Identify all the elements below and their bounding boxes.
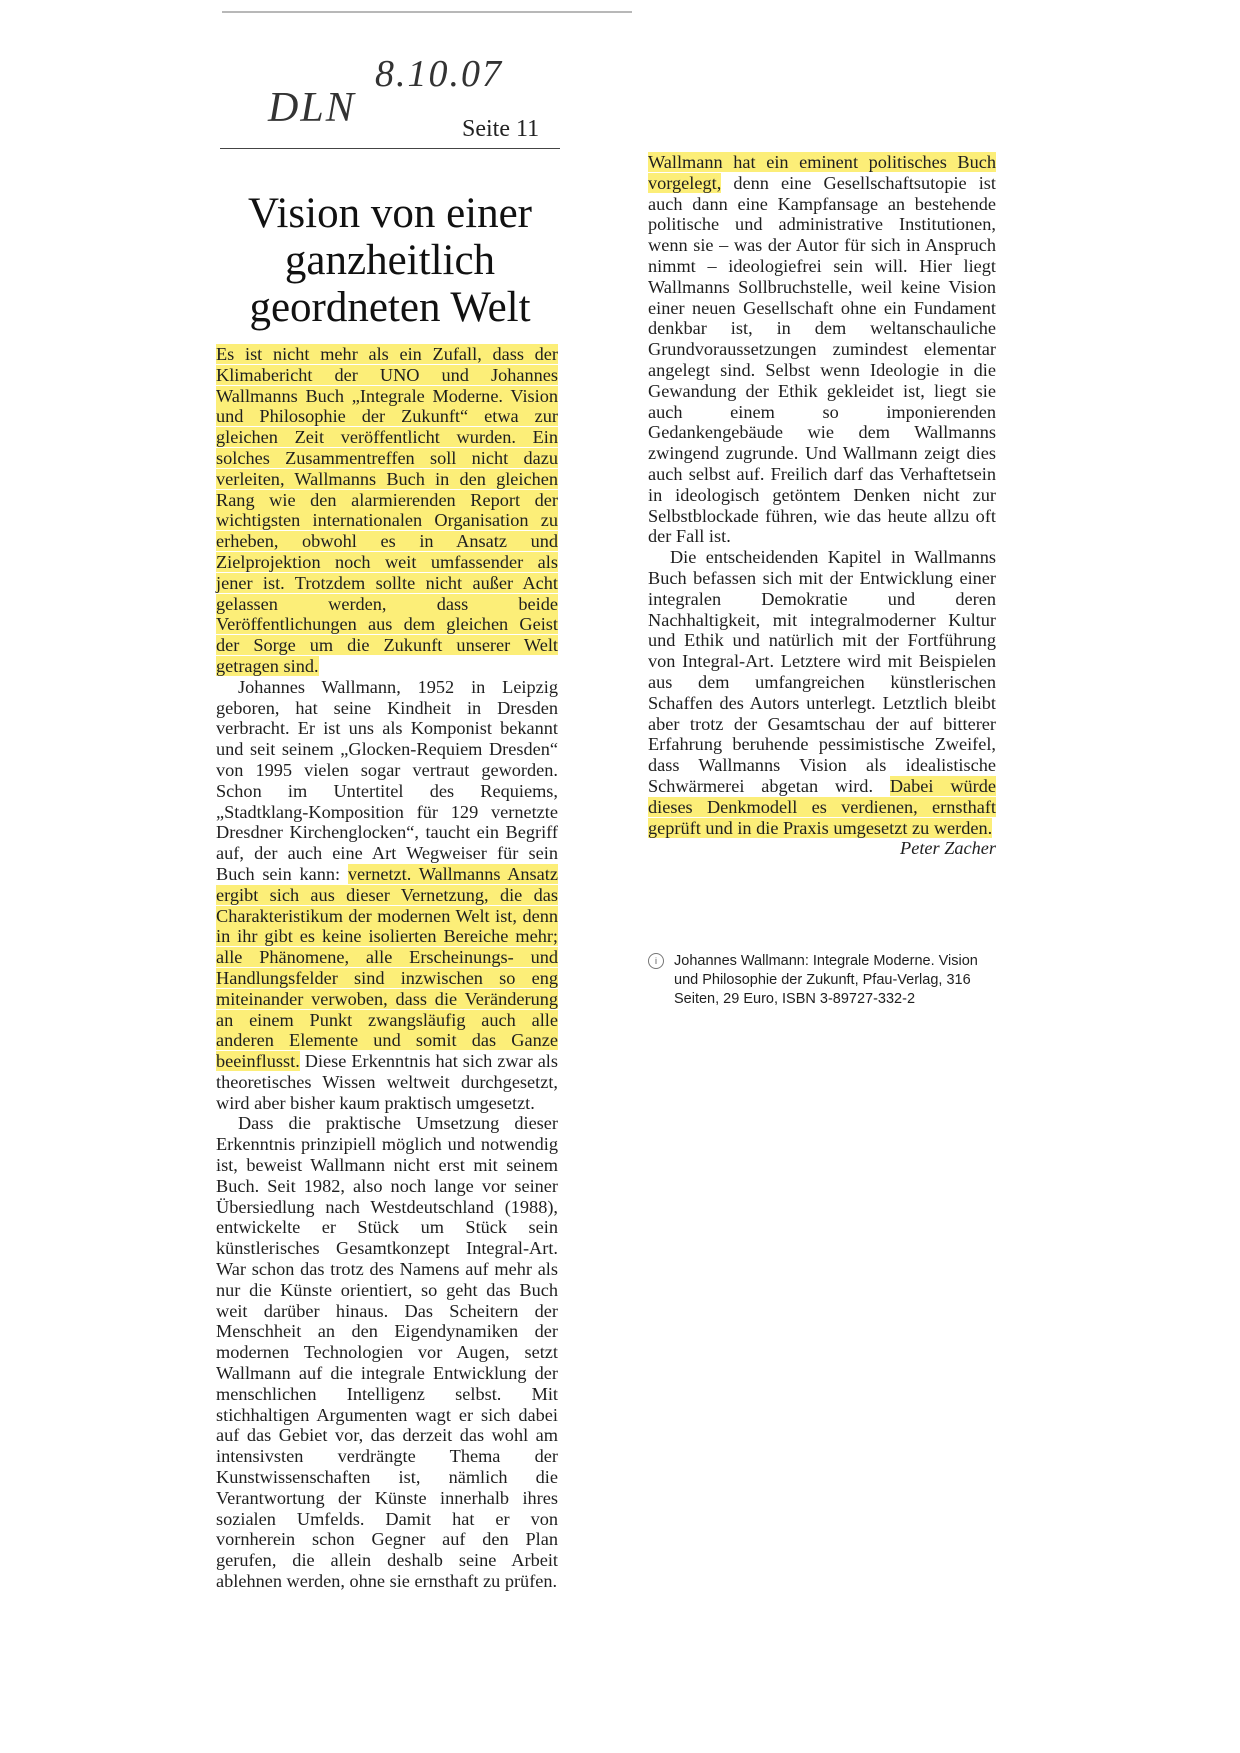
book-reference (648, 952, 988, 1009)
article-paragraph-3: Dass die praktische Umsetzung dieser Erkenntnis prinzipiell möglich und notwendig ist, beweist Wallmann nicht erst mit seinem Buch. Seit 1982, also noch lange vor seiner Übersiedlung nach Westdeutschland (1988), entwickelte er Stück um Stück sein künstlerisches Gesamtkonzept Integral-Art. War schon das trotz des Namens auf mehr als nur die Künste orientiert, so geht das Buch weit darüber hinaus. Das Scheitern der Menschheit an den Eigendynamiken der modernen Technologien vor Augen, setzt Wallmann auf die integrale Entwicklung der menschlichen Intelligenz selbst. Mit stichhaltigen Argumenten wagt er sich dabei auf das Gebiet vor, das derzeit das wohl am intensivsten verdrängte Thema der Kunstwissenschaften ist, nämlich die Verantwortung der Künste innerhalb ihres sozialen Umfelds. Damit hat er von vornherein schon Gegner auf den Plan gerufen, die allein deshalb seine Arbeit ablehnen werden, ohne sie ernsthaft zu prüfen. (216, 1113, 558, 1592)
article-column-left (216, 344, 558, 1592)
book-reference-text: Johannes Wallmann: Integrale Moderne. Vision und Philosophie der Zukunft, Pfau-Verlag, 316 Seiten, 29 Euro, ISBN 3-89727-332-2 (674, 953, 978, 1007)
paragraph-text: Johannes Wallmann, 1952 in Leipzig geboren, hat seine Kindheit in Dresden verbracht. Er ist uns als Komponist bekannt und seit seinem „Glocken-Requiem Dresden“ von 1995 vielen sogar vertraut geworden. Schon im Untertitel des Requiems, „Stadtklang-Komposition für 129 vernetzte Dresdner Kirchenglocken“, taucht ein Begriff auf, der auch eine Art Wegweiser für sein Buch sein kann: (216, 676, 558, 884)
handwritten-source-note: DLN (268, 85, 356, 131)
scan-top-line (222, 11, 632, 13)
handwritten-date-note: 8.10.07 (375, 53, 503, 95)
article-column-right (648, 152, 996, 859)
article-headline: Vision von einer ganzheitlich geordneten Welt (247, 190, 533, 331)
paragraph-text: denn eine Gesellschaftsutopie ist auch dann eine Kampfansage an bestehende politische und administrative Institutionen, wenn sie – was der Autor für sich in Anspruch nimmt – ideologiefrei sein will. Hier liegt Wallmanns Sollbruchstelle, weil keine Vision einer neuen Gesellschaft ohne ein Fundament denkbar ist, in dem weltanschauliche Grundvoraussetzungen zumindest elementar angelegt sind. Selbst wenn Ideologie in die Gewandung der Ethik gekleidet ist, liegt sie auch einem so imponierenden Gedankengebäude wie dem Wallmanns zwingend zugrunde. Und Wallmann zeigt dies auch selbst auf. Freilich darf das Verhaftetsein in ideologisch getöntem Denken nicht zur Selbstblockade führen, wie das heute allzu oft der Fall ist. (648, 172, 996, 547)
header-rule (220, 148, 560, 149)
article-paragraph-1 (216, 344, 558, 677)
highlighted-passage: Dabei würde dieses Denkmodell es verdienen, ernsthaft geprüft und in die Praxis umgesetzt zu werden. (648, 775, 997, 838)
article-paragraph-2 (216, 677, 558, 1114)
page-number-label: Seite 11 (462, 116, 540, 142)
article-paragraph-5 (648, 547, 996, 838)
info-circle-icon: i (648, 953, 664, 969)
highlighted-passage: Wallmann hat ein eminent politisches Buch vorgelegt, (648, 152, 996, 193)
paragraph-text: Die entscheidenden Kapitel in Wallmanns Buch befassen sich mit der Entwicklung einer integralen Demokratie und deren Nachhaltigkeit, mit integralmoderner Kultur und Ethik und natürlich mit der Fortführung von Integral-Art. Letztere wird mit Beispielen aus dem umfangreichen künstlerischen Schaffen des Autors unterlegt. Letztlich bleibt aber trotz der Gesamtschau der auf bitterer Erfahrung beruhende pessimistische Zweifel, dass Wallmanns Vision als idealistische Schwärmerei abgetan wird. (648, 547, 996, 796)
highlighted-passage: Es ist nicht mehr als ein Zufall, dass der Klimabericht der UNO und Johannes Wallmanns Buch „Integrale Moderne. Vision und Philosophie der Zukunft“ etwa zur gleichen Zeit veröffentlicht wurden. Ein solches Zusammentreffen soll nicht dazu verleiten, Wallmanns Buch in den gleichen Rang wie den alarmierenden Report der wichtigsten internationalen Organisation zu erheben, obwohl es in Ansatz und Zielprojektion noch weit umfassender als jener ist. Trotzdem sollte nicht außer Acht gelassen werden, dass beide Veröffentlichungen aus dem gleichen Geist der Sorge um die Zukunft unserer Welt getragen sind. (216, 344, 558, 676)
paragraph-text: Diese Erkenntnis hat sich zwar als theoretisches Wissen weltweit durchgesetzt, wird aber bisher kaum praktisch umgesetzt. (216, 1051, 558, 1113)
article-author: Peter Zacher (900, 838, 996, 859)
article-paragraph-4 (648, 152, 996, 547)
highlighted-passage: vernetzt. Wallmanns Ansatz ergibt sich aus dieser Vernetzung, die das Charakteristikum der modernen Welt ist, denn in ihr gibt es keine isolierten Bereiche mehr; alle Phänomene, alle Erscheinungs- und Handlungsfelder sind inzwischen so eng miteinander verwoben, dass die Veränderung an einem Punkt zwangsläufig auch alle anderen Elemente und somit das Ganze beeinflusst. (216, 863, 558, 1072)
